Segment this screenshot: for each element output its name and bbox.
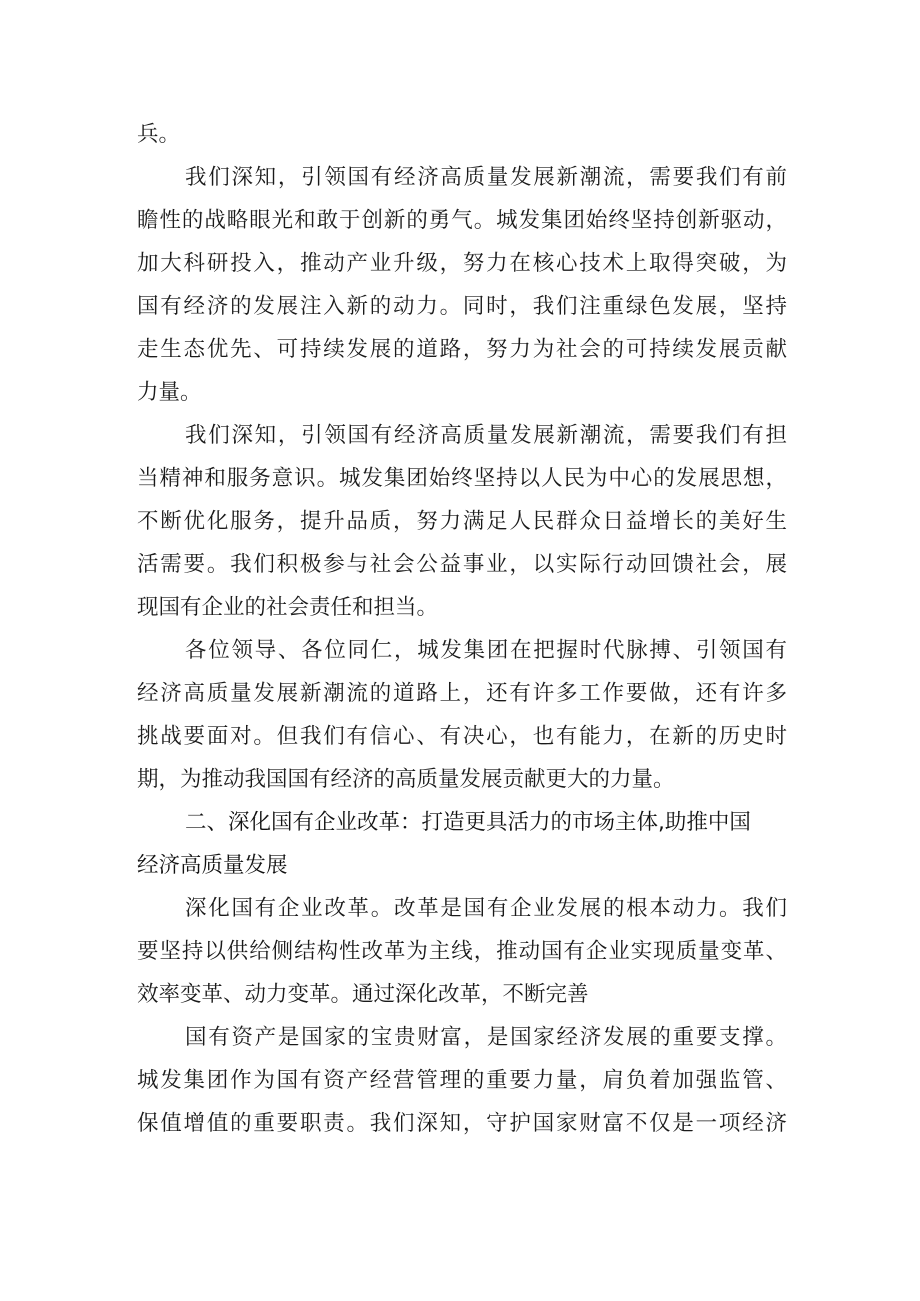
heading-line: 经济高质量发展 (137, 853, 288, 878)
text-line: 现国有企业的社会责任和担当。 (137, 595, 439, 620)
text-line: 瞻性的战略眼光和敢于创新的勇气。城发集团始终坚持创新驱动， (137, 208, 787, 233)
text-line: 国有资产是国家的宝贵财富，是国家经济发展的重要支撑。 (185, 1025, 787, 1050)
paragraph-reform (137, 887, 787, 1016)
text-line: 我们深知，引领国有经济高质量发展新潮流，需要我们有前 (185, 165, 787, 190)
text-line: 力量。 (137, 380, 202, 405)
text-line: 走生态优先、可持续发展的道路，努力为社会的可持续发展贡献 (137, 337, 787, 362)
text-line: 要坚持以供给侧结构性改革为主线，推动国有企业实现质量变革、 (137, 939, 787, 964)
text-line: 兵。 (137, 122, 181, 147)
text-line: 加大科研投入，推动产业升级，努力在核心技术上取得突破，为 (137, 251, 787, 276)
paragraph-service (137, 414, 787, 629)
text-line: 当精神和服务意识。城发集团始终坚持以人民为中心的发展思想， (137, 466, 787, 491)
paragraph-closing (137, 629, 787, 801)
text-line: 期，为推动我国国有经济的高质量发展贡献更大的力量。 (137, 767, 675, 792)
text-line: 效率变革、动力变革。通过深化改革，不断完善 (137, 982, 589, 1007)
section-heading (137, 801, 787, 887)
text-line: 活需要。我们积极参与社会公益事业，以实际行动回馈社会，展 (137, 552, 787, 577)
text-line: 国有经济的发展注入新的动力。同时，我们注重绿色发展，坚持 (137, 294, 787, 319)
heading-line: 二、深化国有企业改革：打造更具活力的市场主体,助推中国 (185, 810, 751, 835)
text-line: 挑战要面对。但我们有信心、有决心，也有能力，在新的历史时 (137, 724, 787, 749)
text-line: 经济高质量发展新潮流的道路上，还有许多工作要做，还有许多 (137, 681, 787, 706)
paragraph-innovation (137, 156, 787, 414)
text-line: 保值增值的重要职责。我们深知，守护国家财富不仅是一项经济 (137, 1111, 787, 1136)
text-line: 深化国有企业改革。改革是国有企业发展的根本动力。我们 (185, 896, 787, 921)
text-line: 不断优化服务，提升品质，努力满足人民群众日益增长的美好生 (137, 509, 787, 534)
text-line: 城发集团作为国有资产经营管理的重要力量，肩负着加强监管、 (137, 1068, 787, 1093)
paragraph-continuation (137, 113, 787, 156)
text-line: 我们深知，引领国有经济高质量发展新潮流，需要我们有担 (185, 423, 787, 448)
paragraph-state-assets (137, 1016, 787, 1145)
body-text (137, 113, 787, 1145)
text-line: 各位领导、各位同仁，城发集团在把握时代脉搏、引领国有 (185, 638, 787, 663)
